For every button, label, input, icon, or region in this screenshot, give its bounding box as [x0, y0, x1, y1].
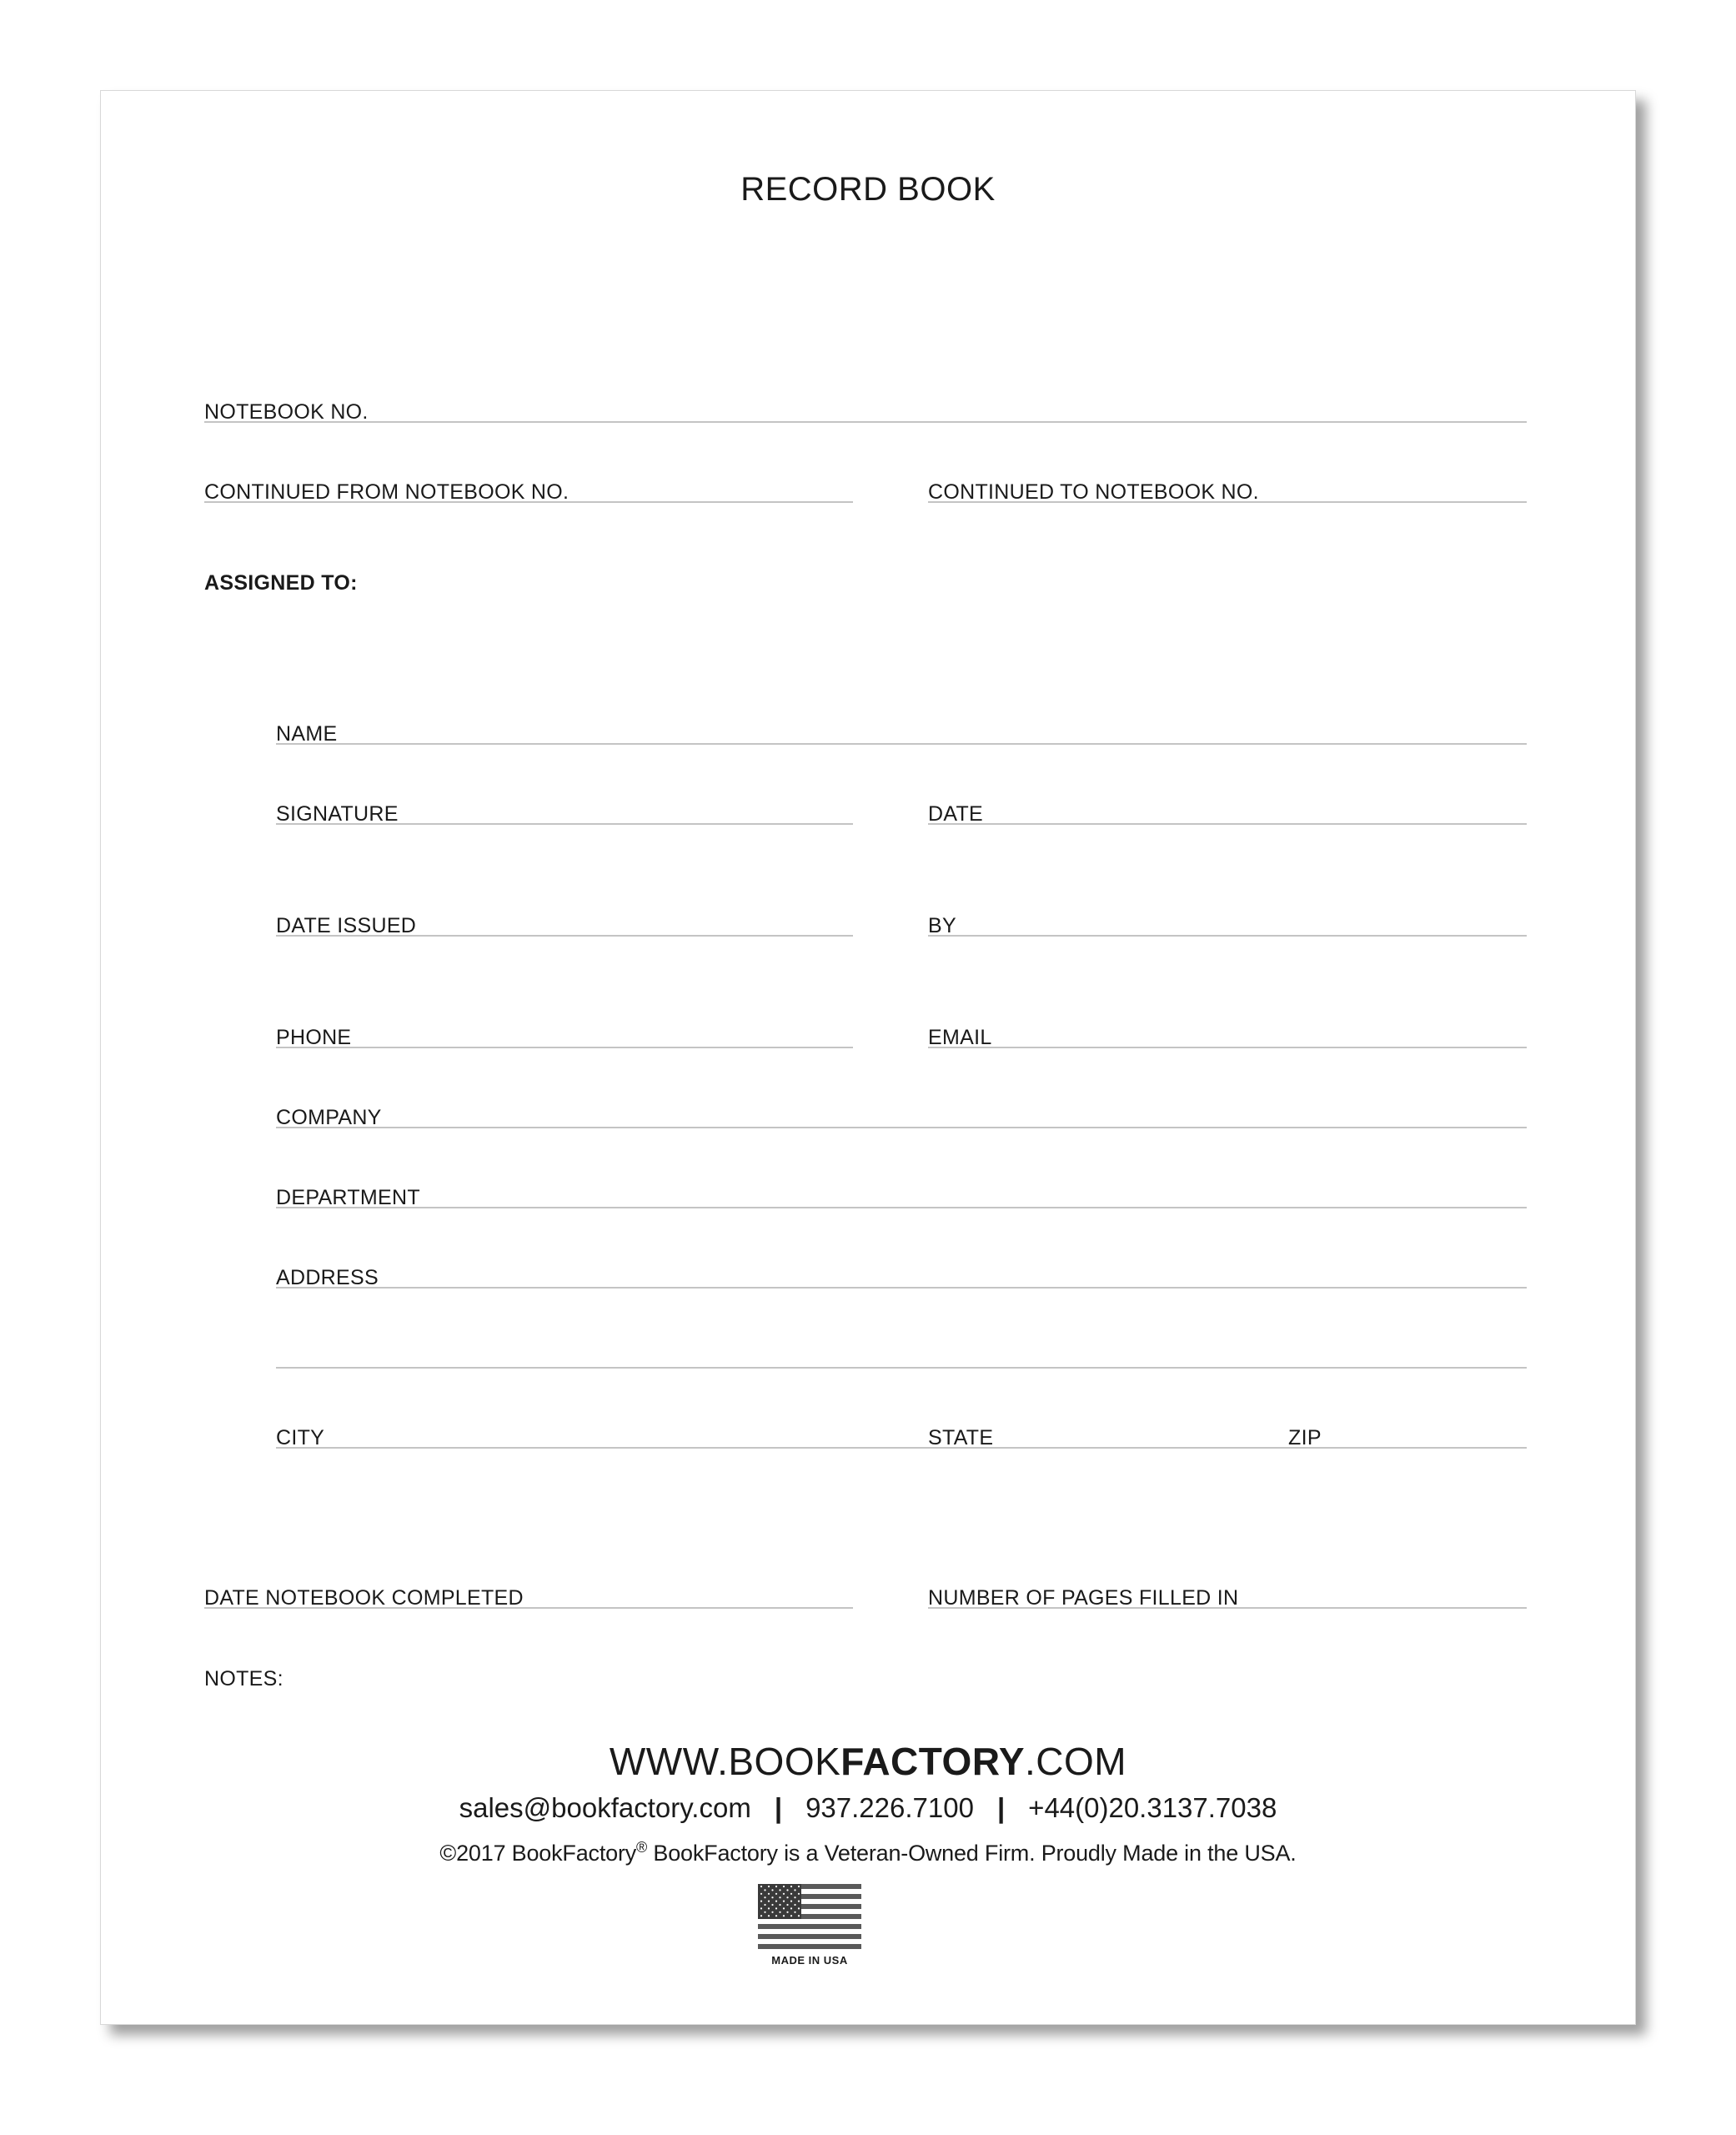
name-label: NAME	[276, 722, 338, 746]
phone-field[interactable]	[276, 1022, 853, 1048]
date-completed-label: DATE NOTEBOOK COMPLETED	[204, 1586, 524, 1610]
continued-to-label: CONTINUED TO NOTEBOOK NO.	[928, 480, 1259, 504]
separator: |	[774, 1792, 783, 1823]
usa-flag-icon	[758, 1884, 861, 1949]
date-issued-field[interactable]	[276, 910, 853, 937]
by-label: BY	[928, 914, 956, 937]
continued-to-field[interactable]	[928, 476, 1527, 503]
date-completed-field[interactable]	[204, 1582, 853, 1609]
continued-from-field[interactable]	[204, 476, 853, 503]
made-in-usa-caption: MADE IN USA	[771, 1954, 848, 1967]
by-field[interactable]	[928, 910, 1527, 937]
assigned-to-heading: ASSIGNED TO:	[204, 571, 358, 595]
state-label: STATE	[928, 1426, 994, 1449]
record-book-page	[100, 90, 1636, 2025]
city-label: CITY	[276, 1426, 325, 1449]
date-issued-label: DATE ISSUED	[276, 914, 417, 937]
city-field[interactable]	[276, 1422, 1527, 1449]
company-label: COMPANY	[276, 1106, 382, 1129]
continued-from-label: CONTINUED FROM NOTEBOOK NO.	[204, 480, 569, 504]
website-url[interactable]	[101, 1739, 1635, 1784]
separator: |	[996, 1792, 1006, 1823]
pages-filled-label: NUMBER OF PAGES FILLED IN	[928, 1586, 1239, 1610]
phone-uk: +44(0)20.3137.7038	[1028, 1792, 1277, 1823]
contact-line	[101, 1792, 1635, 1824]
sales-email[interactable]: sales@bookfactory.com	[459, 1792, 751, 1823]
date-field[interactable]	[928, 798, 1527, 825]
department-label: DEPARTMENT	[276, 1186, 420, 1209]
address-label: ADDRESS	[276, 1266, 379, 1289]
page-title: RECORD BOOK	[740, 171, 996, 208]
notebook-no-label: NOTEBOOK NO.	[204, 400, 369, 424]
address-field[interactable]	[276, 1262, 1527, 1289]
signature-label: SIGNATURE	[276, 802, 399, 826]
url-bold: FACTORY	[840, 1740, 1026, 1783]
pages-filled-field[interactable]	[928, 1582, 1527, 1609]
zip-label: ZIP	[1288, 1426, 1322, 1449]
registered-mark: ®	[636, 1839, 648, 1856]
url-prefix: WWW.BOOK	[609, 1740, 841, 1783]
address-line-2[interactable]	[276, 1342, 1527, 1369]
company-field[interactable]	[276, 1102, 1527, 1128]
copyright-suffix: BookFactory is a Veteran-Owned Firm. Proudly Made in the USA.	[647, 1841, 1297, 1866]
url-suffix: .COM	[1025, 1740, 1127, 1783]
name-field[interactable]	[276, 718, 1527, 745]
email-label: EMAIL	[928, 1026, 992, 1049]
signature-field[interactable]	[276, 798, 853, 825]
department-field[interactable]	[276, 1182, 1527, 1208]
copyright-line	[101, 1839, 1635, 1866]
date-label: DATE	[928, 802, 984, 826]
phone-us: 937.226.7100	[805, 1792, 974, 1823]
email-field[interactable]	[928, 1022, 1527, 1048]
notebook-no-field[interactable]	[204, 396, 1527, 423]
phone-label: PHONE	[276, 1026, 352, 1049]
copyright-prefix: ©2017 BookFactory	[439, 1841, 637, 1866]
notes-label: NOTES:	[204, 1667, 283, 1690]
